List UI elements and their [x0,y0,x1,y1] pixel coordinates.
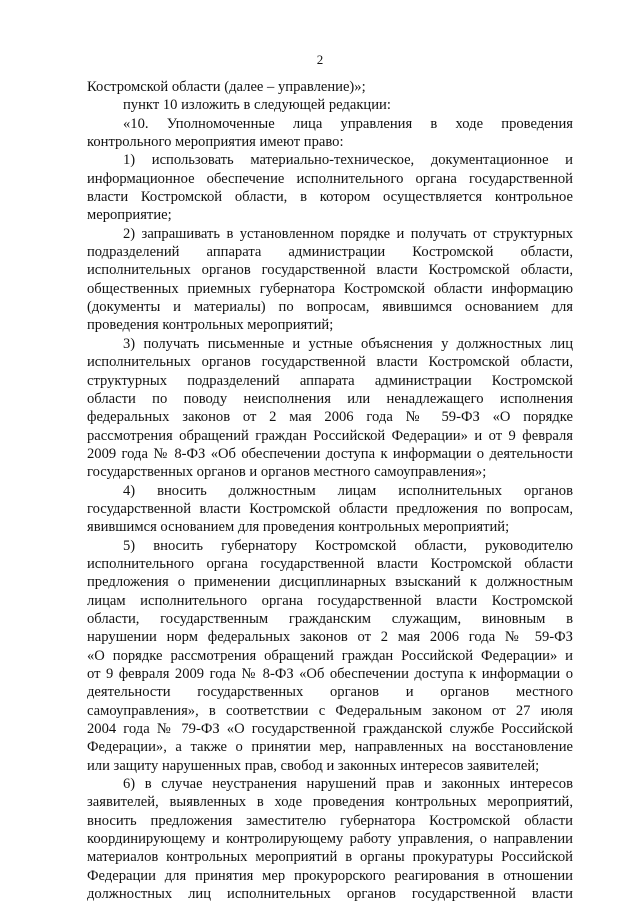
text-line: предложения о применении дисциплинарных взысканий к должностным [87,574,573,591]
text-line: 2) запрашивать в установленном порядке и получать от структурных [123,225,573,242]
text-line: 5) вносить губернатору Костромской области, руководителю [123,537,573,554]
text-line: государственной власти Костромской области предложения по вопросам, [87,500,573,517]
text-line: координирующему и контролирующему работу управления, о направлении [87,831,573,848]
text-line: исполнительных органов государственной власти Костромской области, [87,262,573,279]
text-line: информационное обеспечение исполнительного органа государственной [87,170,573,187]
page-number: 2 [316,52,324,67]
text-line: вносить предложения заместителю губернатора Костромской области [87,812,573,829]
text-line: 6) в случае неустранения нарушений прав и законных интересов [123,776,573,793]
text-line: исполнительного органа государственной власти Костромской области [87,555,573,572]
text-line: федеральных законов от 2 мая 2006 года № 59-ФЗ «О порядке [87,409,573,426]
text-line: контрольного мероприятия имеют право: [87,134,344,151]
text-line: рассмотрения обращений граждан Российской Федерации» и от 9 февраля [87,427,573,444]
text-line: должностных лиц исполнительных органов государственной власти [87,886,573,903]
text-line: исполнительных органов государственной власти Костромской области, [87,354,573,371]
text-line: 4) вносить должностным лицам исполнительных органов [123,482,573,499]
text-line: от 9 февраля 2009 года № 8-ФЗ «Об обеспечении доступа к информации о [87,666,573,682]
text-line: деятельности государственных органов и органов местного [87,684,573,701]
text-line: лицам исполнительного органа государственной власти Костромской [87,592,573,609]
text-line: проведения контрольных мероприятий; [87,317,334,334]
text-line: 2009 года № 8-ФЗ «Об обеспечении доступа к информации о деятельности [87,445,573,462]
text-line: Федерации для принятия мер прокурорского реагирования в отношении [87,867,573,884]
text-line: Костромской области (далее – управление)»; [87,79,366,95]
document-body [87,78,573,903]
text-line: области по поводу неисполнения или ненадлежащего исполнения [87,390,573,407]
text-line: структурных подразделений аппарата администрации Костромской [87,372,573,389]
text-line: Федерации», а также о принятии мер, направленных на восстановление [87,739,573,756]
text-line: области, государственным гражданским служащим, виновным в [87,610,573,627]
text-line: государственных органов и органов местного самоуправления»; [87,464,487,481]
text-line: пункт 10 изложить в следующей редакции: [123,97,391,114]
text-line: самоуправления», в соответствии с Федеральным законом от 27 июля [87,702,573,719]
text-line: нарушении норм федеральных законов от 2 мая 2006 года № 59-ФЗ [87,629,573,646]
text-line: 3) получать письменные и устные объяснения у должностных лиц [123,335,573,352]
text-line: явившимся основанием для проведения контрольных мероприятий; [87,519,510,536]
text-line: 2004 года № 79-ФЗ «О государственной гражданской службе Российской [87,721,573,738]
text-line: власти Костромской области, в котором осуществляется контрольное [87,189,573,206]
text-line: или защиту нарушенных прав, свобод и законных интересов заявителей; [87,757,540,774]
text-line: материалов контрольных мероприятий в органы прокуратуры Российской [87,849,573,866]
text-line: общественных приемных губернатора Костромской области информацию [87,280,573,297]
text-line: «О порядке рассмотрения обращений граждан Российской Федерации» и [87,647,573,664]
text-line: «10. Уполномоченные лица управления в ходе проведения [123,115,573,132]
text-line: мероприятие; [87,207,172,224]
text-line: 1) использовать материально-техническое, документационное и [123,152,573,169]
text-line: заявителей, выявленных в ходе проведения контрольных мероприятий, [87,794,573,811]
text-line: (документы и материалы) по вопросам, явившимся основанием для [87,299,573,316]
text-line: подразделений аппарата администрации Костромской области, [87,244,573,261]
